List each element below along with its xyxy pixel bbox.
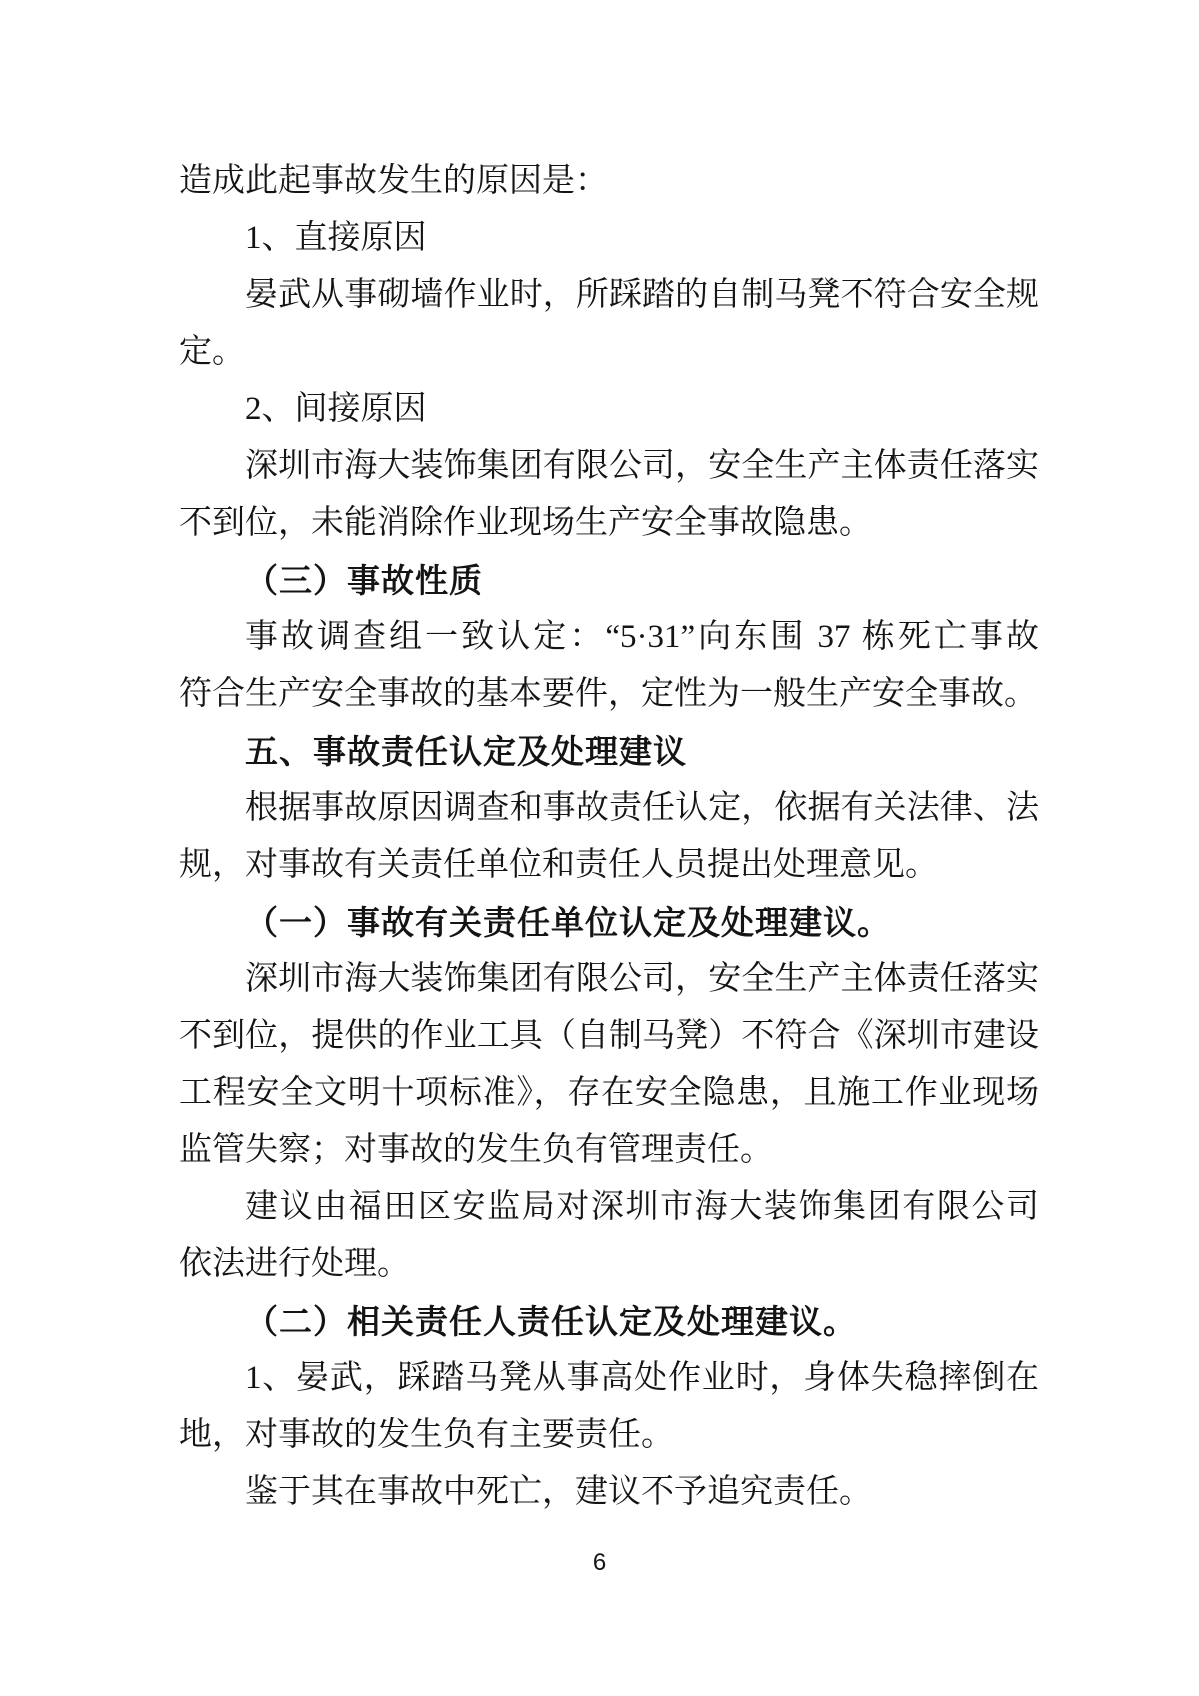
paragraph (179, 1464, 1039, 1521)
paragraph (179, 267, 1039, 381)
paragraph (179, 153, 1039, 210)
paragraph (179, 1179, 1039, 1293)
text-line: （一）事故有关责任单位认定及处理建议。 (245, 904, 891, 941)
page-footer (0, 1548, 1199, 1578)
text-line: 事故调查组一致认定：“5·31”向东围 37 栋死亡事故 (245, 619, 1039, 655)
paragraph (179, 552, 1039, 609)
text-line: 鉴于其在事故中死亡，建议不予追究责任。 (245, 1474, 872, 1510)
text-line: 不到位，提供的作业工具（自制马凳）不符合《深圳市建设 (179, 1018, 1039, 1054)
paragraph (179, 780, 1039, 894)
text-line: （二）相关责任人责任认定及处理建议。 (245, 1303, 857, 1340)
text-line: 符合生产安全事故的基本要件，定性为一般生产安全事故。 (179, 676, 1037, 712)
paragraph (179, 723, 1039, 780)
text-line: 建议由福田区安监局对深圳市海大装饰集团有限公司 (245, 1189, 1039, 1225)
text-line: 2、间接原因 (245, 391, 427, 427)
text-line: 地，对事故的发生负有主要责任。 (179, 1417, 674, 1453)
text-line: 造成此起事故发生的原因是： (179, 163, 608, 199)
page-number: 6 (592, 1549, 607, 1576)
text-line: 监管失察；对事故的发生负有管理责任。 (179, 1132, 773, 1168)
paragraph (179, 1293, 1039, 1350)
text-line: 工程安全文明十项标准》，存在安全隐患，且施工作业现场 (179, 1075, 1039, 1111)
paragraph (179, 609, 1039, 723)
text-line: 晏武从事砌墙作业时，所踩踏的自制马凳不符合安全规 (245, 277, 1039, 313)
paragraph (179, 1350, 1039, 1464)
text-line: 1、晏武，踩踏马凳从事高处作业时，身体失稳摔倒在 (245, 1360, 1039, 1396)
paragraph (179, 210, 1039, 267)
text-line: 1、直接原因 (245, 220, 427, 256)
paragraph (179, 951, 1039, 1179)
text-line: 根据事故原因调查和事故责任认定，依据有关法律、法 (245, 790, 1039, 826)
text-line: （三）事故性质 (245, 562, 483, 599)
text-line: 依法进行处理。 (179, 1246, 410, 1282)
paragraph (179, 438, 1039, 552)
text-line: 深圳市海大装饰集团有限公司，安全生产主体责任落实 (245, 448, 1039, 484)
text-line: 五、事故责任认定及处理建议 (245, 733, 687, 770)
text-line: 深圳市海大装饰集团有限公司，安全生产主体责任落实 (245, 961, 1039, 997)
paragraph (179, 381, 1039, 438)
paragraph (179, 894, 1039, 951)
text-line: 规，对事故有关责任单位和责任人员提出处理意见。 (179, 847, 938, 883)
text-line: 不到位，未能消除作业现场生产安全事故隐患。 (179, 505, 872, 541)
text-line: 定。 (179, 334, 245, 370)
text-block (179, 153, 1039, 1521)
